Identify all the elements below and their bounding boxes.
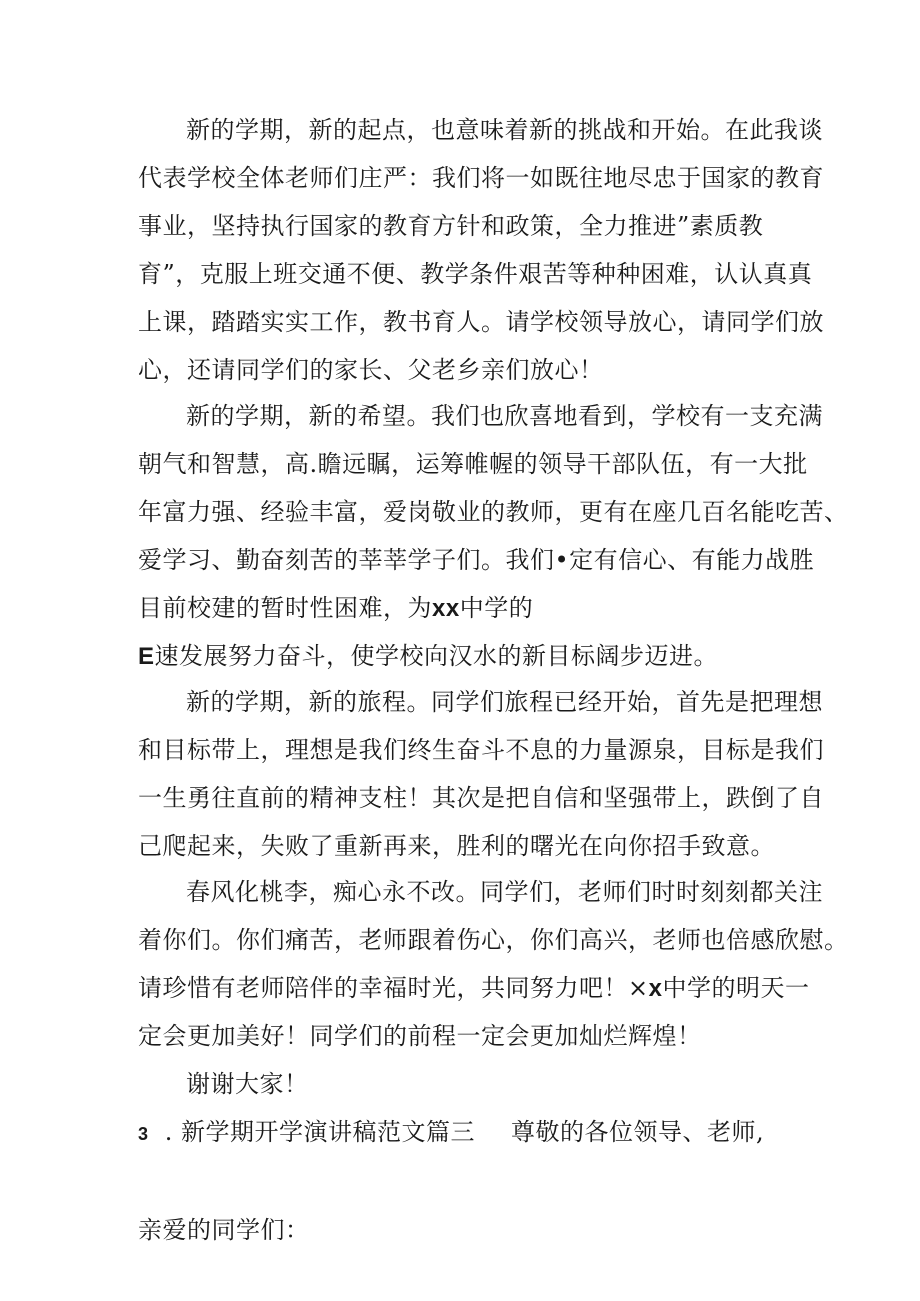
paragraph-line: 年富力强、经验丰富，爱岗敬业的教师，更有在座几百名能吃苦、 (138, 498, 849, 526)
paragraph-line: 育”，克服上班交通不便、教学条件艰苦等种种困难，认认真真 (138, 260, 813, 288)
paragraph-line: 代表学校全体老师们庄严：我们将一如既往地尽忠于国家的教育 (138, 164, 824, 192)
paragraph-line (138, 639, 718, 674)
line-text: 中学的明天一 (662, 974, 810, 1002)
paragraph-line: 定会更加美好！同学们的前程一定会更加灿烂辉煌！ (138, 1022, 702, 1050)
school-name-placeholder: xx (432, 595, 460, 622)
heading-number: 3 (138, 1124, 149, 1144)
line-text: 请珍惜有老师陪伴的幸福时光，共同努力吧！ (138, 974, 628, 1002)
paragraph-line (138, 971, 809, 1006)
section-heading (138, 1115, 475, 1151)
school-name-placeholder: x (648, 975, 663, 1002)
line-text: 中学的 (459, 594, 534, 622)
ocr-fragment: E (138, 643, 155, 670)
paragraph-line: 上课，踏踏实实工作，教书育人。请学校领导放心，请同学们放 (138, 308, 824, 336)
paragraph-line: 心，还请同学们的家长、父老乡亲们放心！ (138, 356, 604, 384)
salutation-line: 亲爱的同学们： (138, 1216, 310, 1244)
line-text: 速发展努力奋斗，使学校向汉水的新目标阔步迈进。 (154, 642, 719, 670)
paragraph-line: 一生勇往直前的精神支柱！其次是把自信和坚强带上，跌倒了自 (138, 784, 824, 812)
paragraph-line: 新的学期，新的旅程。同学们旅程已经开始，首先是把理想 (186, 688, 823, 716)
paragraph-line: 己爬起来，失败了重新再来，胜利的曙光在向你招手致意。 (138, 832, 775, 860)
paragraph-line: 朝气和智慧，高.瞻远瞩，运筹帷幄的领导干部队伍，有一大批 (138, 450, 808, 478)
paragraph-line: 和目标带上，理想是我们终生奋斗不息的力量源泉，目标是我们 (138, 736, 824, 764)
paragraph-line (138, 591, 533, 626)
closing-line: 谢谢大家！ (186, 1070, 309, 1098)
heading-title: . 新学期开学演讲稿范文篇三 (164, 1118, 476, 1146)
salutation-line: 尊敬的各位领导、老师, (511, 1118, 765, 1146)
paragraph-line: 爱学习、勤奋刻苦的莘莘学子们。我们•定有信心、有能力战胜 (138, 546, 815, 574)
paragraph-line: 新的学期，新的希望。我们也欣喜地看到，学校有一支充满 (186, 402, 823, 430)
line-text: 目前校建的暂时性困难，为 (138, 594, 432, 622)
paragraph-line: 春风化桃李，痴心永不改。同学们，老师们时时刻刻都关注 (186, 878, 823, 906)
paragraph-line: 新的学期，新的起点，也意味着新的挑战和开始。在此我谈 (186, 116, 823, 144)
paragraph-line: 着你们。你们痛苦，老师跟着伤心，你们高兴，老师也倍感欣慰。 (138, 926, 849, 954)
paragraph-line: 事业，坚持执行国家的教育方针和政策，全力推进”素质教 (138, 212, 764, 240)
school-name-placeholder: × (628, 974, 649, 1002)
